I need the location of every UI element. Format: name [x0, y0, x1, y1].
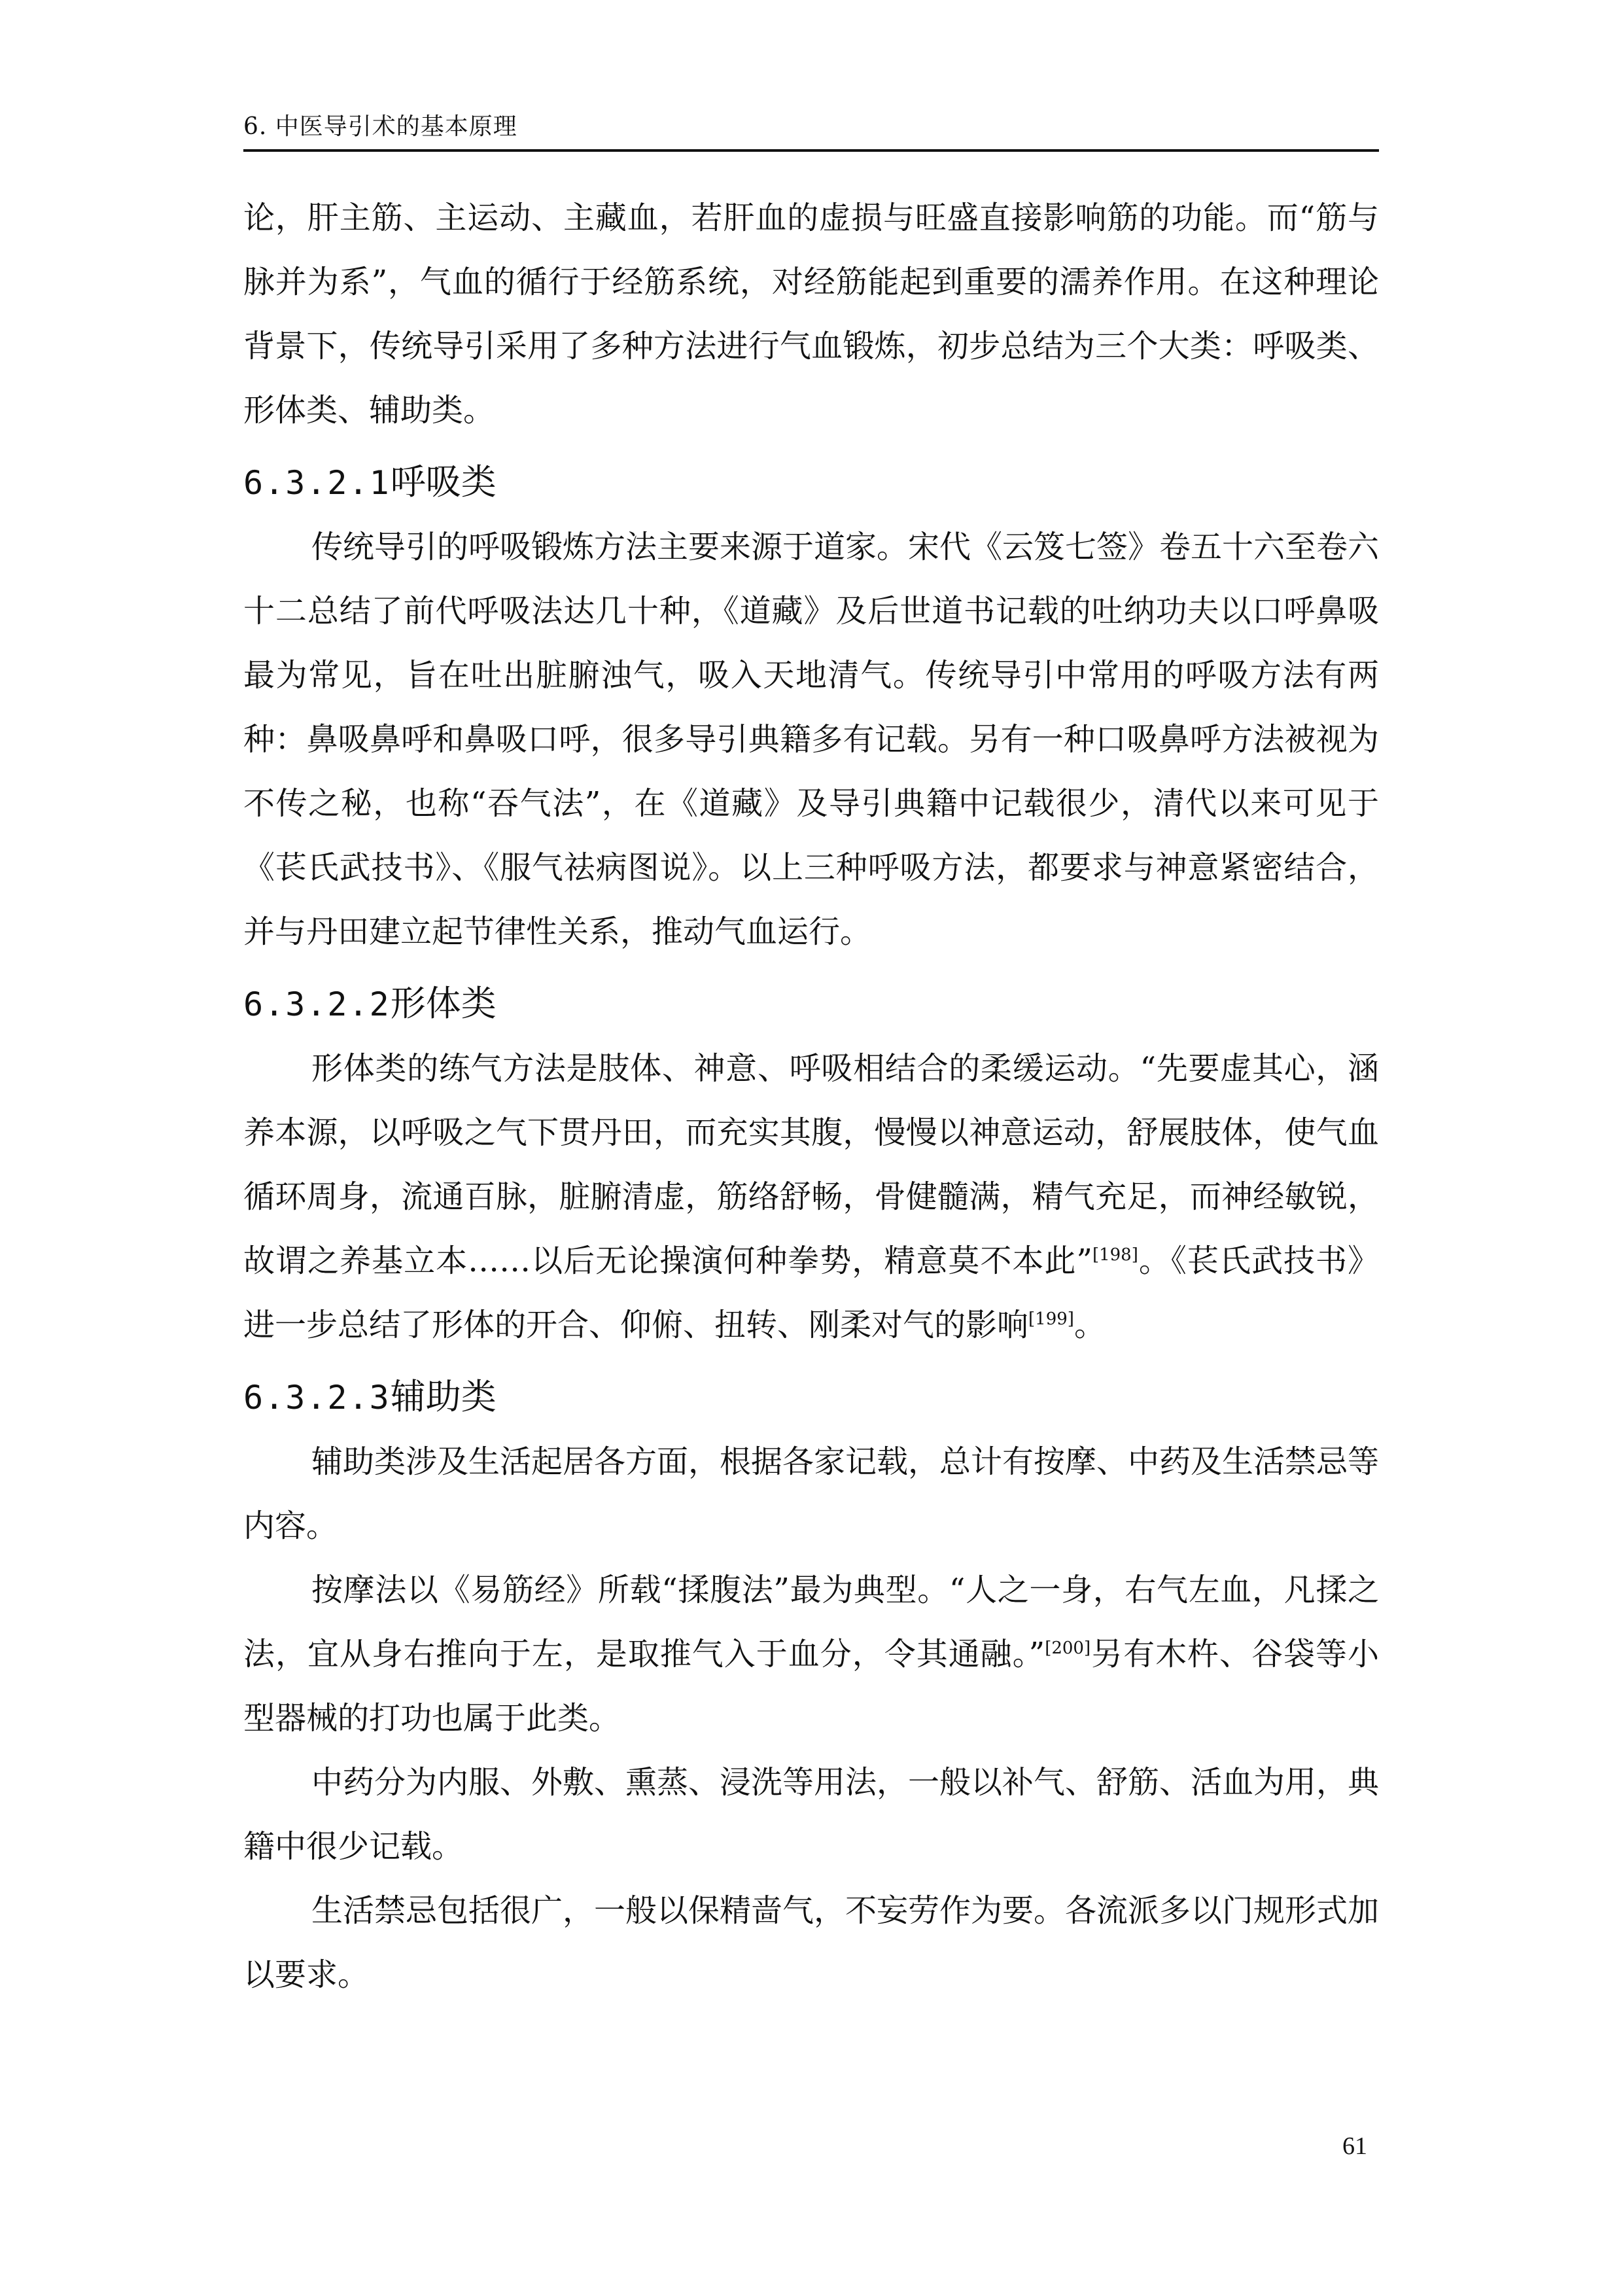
breathing-paragraph: 传统导引的呼吸锻炼方法主要来源于道家。宋代《云笈七签》卷五十六至卷六十二总结了前代呼吸法达几十种，《道藏》及后世道书记载的吐纳功夫以口呼鼻吸最为常见，旨在吐出脏腑浊气，吸入天地清气。传统导引中常用的呼吸方法有两种：鼻吸鼻呼和鼻吸口呼，很多导引典籍多有记载。另有一种口吸鼻呼方法被视为不传之秘，也称“吞气法”，在《道藏》及导引典籍中记载很少，清代以来可见于《苌氏武技书》、《服气祛病图说》。以上三种呼吸方法，都要求与神意紧密结合，并与丹田建立起节律性关系，推动气血运行。	[243, 529, 1380, 950]
form-text: 形体类的练气方法是肢体、神意、呼吸相结合的柔缓运动。“先要虚其心，涵养本源，以呼吸之气下贯丹田，而充实其腹，慢慢以神意运动，舒展肢体，使气血循环周身，流通百脉，脏腑清虚，筋络舒畅，骨健髓满，精气充足，而神经敏锐，故谓之养基立本……以后无论操演何种拳势，精意莫不本此”	[243, 1050, 1379, 1279]
section-title: 形体类	[390, 983, 497, 1024]
herbal-paragraph: 中药分为内服、外敷、熏蒸、浸洗等用法，一般以补气、舒筋、活血为用，典籍中很少记载。	[243, 1764, 1380, 1865]
intro-paragraph: 论，肝主筋、主运动、主藏血，若肝血的虚损与旺盛直接影响筋的功能。而“筋与脉并为系”，气血的循行于经筋系统，对经筋能起到重要的濡养作用。在这种理论背景下，传统导引采用了多种方法进行气血锻炼，初步总结为三个大类：呼吸类、形体类、辅助类。	[243, 200, 1379, 429]
section-number: 6.3.2.3	[243, 1379, 391, 1417]
citation-199: [199]	[1028, 1309, 1074, 1329]
citation-198: [198]	[1092, 1245, 1138, 1265]
form-text-end: 。	[1073, 1307, 1106, 1343]
section-title: 辅助类	[390, 1376, 497, 1417]
citation-200: [200]	[1045, 1638, 1091, 1658]
massage-paragraph	[243, 1558, 1379, 1750]
page-body	[243, 186, 1379, 2007]
section-heading-auxiliary	[243, 1365, 1379, 1430]
running-header: 6. 中医导引术的基本原理	[243, 113, 517, 140]
massage-text-end: 另有木杵、谷袋等小型器械的打功也属于此类。	[243, 1636, 1379, 1737]
auxiliary-paragraph: 辅助类涉及生活起居各方面，根据各家记载，总计有按摩、中药及生活禁忌等内容。	[243, 1443, 1380, 1544]
form-text-continued: 。《苌氏武技书》进一步总结了形体的开合、仰俯、扭转、刚柔对气的影响	[243, 1243, 1379, 1343]
lifestyle-paragraph: 生活禁忌包括很广，一般以保精啬气，不妄劳作为要。各流派多以门规形式加以要求。	[243, 1892, 1380, 1993]
page-number: 61	[1342, 2132, 1367, 2160]
section-number: 6.3.2.1	[243, 464, 391, 502]
section-title: 呼吸类	[390, 461, 497, 503]
section-heading-form	[243, 972, 1379, 1036]
massage-text: 按摩法以《易筋经》所载“揉腹法”最为典型。“人之一身，右气左血，凡揉之法，宜从身右推向于左，是取推气入于血分，令其通融。”	[243, 1572, 1379, 1672]
header-rule	[243, 149, 1379, 152]
section-heading-breathing	[243, 450, 1379, 515]
form-paragraph	[243, 1036, 1379, 1357]
section-number: 6.3.2.2	[243, 985, 391, 1023]
